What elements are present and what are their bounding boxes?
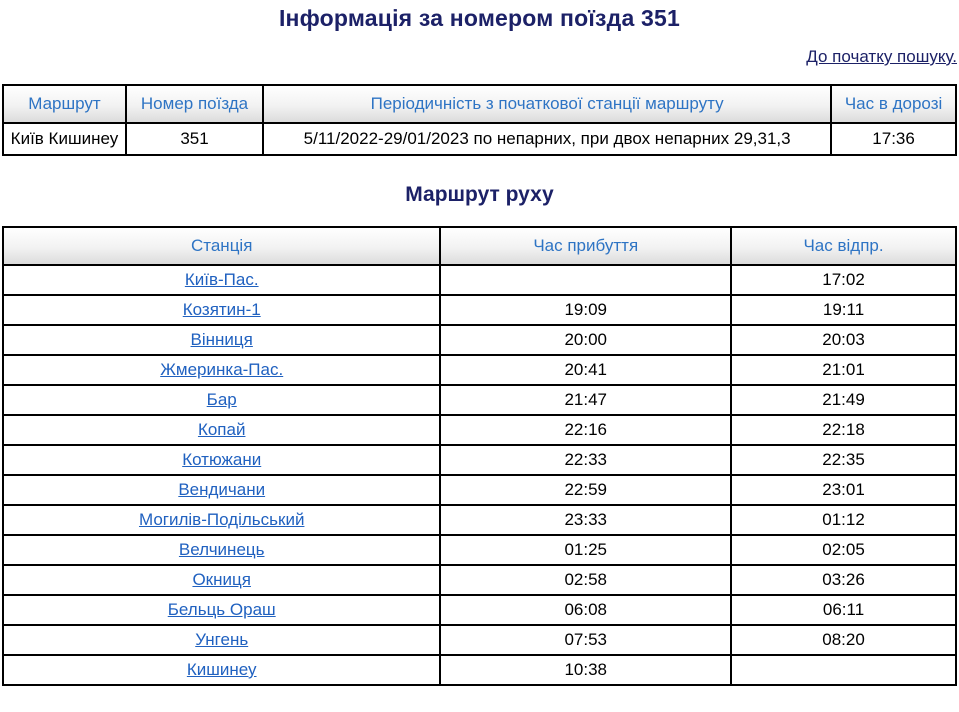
station-link[interactable]: Бар bbox=[206, 390, 237, 409]
route-section-title: Маршрут руху bbox=[405, 183, 554, 206]
station-row bbox=[3, 355, 956, 385]
arrival-cell: 19:09 bbox=[440, 295, 731, 325]
departure-cell: 21:49 bbox=[731, 385, 956, 415]
back-link-row bbox=[2, 47, 957, 67]
arrival-cell: 01:25 bbox=[440, 535, 731, 565]
route-table bbox=[2, 226, 957, 686]
departure-cell: 17:02 bbox=[731, 265, 956, 295]
station-link[interactable]: Жмеринка-Пас. bbox=[160, 360, 284, 379]
departure-cell: 19:11 bbox=[731, 295, 956, 325]
departure-cell: 22:35 bbox=[731, 445, 956, 475]
station-link[interactable]: Унгень bbox=[195, 630, 249, 649]
departure-cell: 08:20 bbox=[731, 625, 956, 655]
arrival-cell: 22:59 bbox=[440, 475, 731, 505]
departure-cell: 03:26 bbox=[731, 565, 956, 595]
station-row bbox=[3, 535, 956, 565]
station-row bbox=[3, 565, 956, 595]
station-row bbox=[3, 655, 956, 685]
header-departure-time: Час відпр. bbox=[731, 227, 956, 265]
train-info-table bbox=[2, 84, 957, 156]
station-link[interactable]: Козятин-1 bbox=[182, 300, 261, 319]
departure-cell: 01:12 bbox=[731, 505, 956, 535]
station-link[interactable]: Київ-Пас. bbox=[184, 270, 259, 289]
station-row bbox=[3, 595, 956, 625]
station-row bbox=[3, 445, 956, 475]
station-link[interactable]: Копай bbox=[197, 420, 246, 439]
station-link[interactable]: Вендичани bbox=[178, 480, 266, 499]
arrival-cell: 22:33 bbox=[440, 445, 731, 475]
train-info-row bbox=[3, 123, 956, 155]
page-container bbox=[0, 5, 959, 686]
station-row bbox=[3, 475, 956, 505]
station-row bbox=[3, 505, 956, 535]
station-link[interactable]: Котюжани bbox=[182, 450, 262, 469]
travel-time-cell: 17:36 bbox=[831, 123, 956, 155]
header-train-number: Номер поїзда bbox=[126, 85, 263, 123]
station-row bbox=[3, 265, 956, 295]
departure-cell: 23:01 bbox=[731, 475, 956, 505]
station-link[interactable]: Могилів-Подільський bbox=[138, 510, 305, 529]
station-link[interactable]: Велчинець bbox=[178, 540, 265, 559]
header-route: Маршрут bbox=[3, 85, 126, 123]
station-row bbox=[3, 295, 956, 325]
departure-cell: 02:05 bbox=[731, 535, 956, 565]
train-info-header-row bbox=[3, 85, 956, 123]
station-link[interactable]: Бельць Ораш bbox=[167, 600, 276, 619]
arrival-cell: 06:08 bbox=[440, 595, 731, 625]
station-link[interactable]: Окниця bbox=[192, 570, 251, 589]
station-row bbox=[3, 415, 956, 445]
departure-cell: 06:11 bbox=[731, 595, 956, 625]
departure-cell bbox=[731, 655, 956, 685]
arrival-cell: 20:00 bbox=[440, 325, 731, 355]
back-to-search-link[interactable]: До початку пошуку. bbox=[806, 47, 957, 66]
periodicity-cell: 5/11/2022-29/01/2023 по непарних, при двох непарних 29,31,3 bbox=[263, 123, 831, 155]
departure-cell: 21:01 bbox=[731, 355, 956, 385]
departure-cell: 20:03 bbox=[731, 325, 956, 355]
station-link[interactable]: Вінниця bbox=[190, 330, 253, 349]
arrival-cell: 21:47 bbox=[440, 385, 731, 415]
arrival-cell: 07:53 bbox=[440, 625, 731, 655]
train-number-cell: 351 bbox=[126, 123, 263, 155]
station-row bbox=[3, 385, 956, 415]
station-row bbox=[3, 325, 956, 355]
route-header-row bbox=[3, 227, 956, 265]
departure-cell: 22:18 bbox=[731, 415, 956, 445]
page-title: Інформація за номером поїзда 351 bbox=[278, 5, 681, 31]
arrival-cell: 02:58 bbox=[440, 565, 731, 595]
station-row bbox=[3, 625, 956, 655]
arrival-cell: 10:38 bbox=[440, 655, 731, 685]
arrival-cell: 20:41 bbox=[440, 355, 731, 385]
header-arrival-time: Час прибуття bbox=[440, 227, 731, 265]
route-cell: Київ Кишинеу bbox=[3, 123, 126, 155]
route-table-body bbox=[3, 265, 956, 685]
arrival-cell bbox=[440, 265, 731, 295]
arrival-cell: 23:33 bbox=[440, 505, 731, 535]
arrival-cell: 22:16 bbox=[440, 415, 731, 445]
station-link[interactable]: Кишинеу bbox=[186, 660, 257, 679]
header-travel-time: Час в дорозі bbox=[831, 85, 956, 123]
header-periodicity: Періодичність з початкової станції маршруту bbox=[263, 85, 831, 123]
header-station: Станція bbox=[3, 227, 440, 265]
